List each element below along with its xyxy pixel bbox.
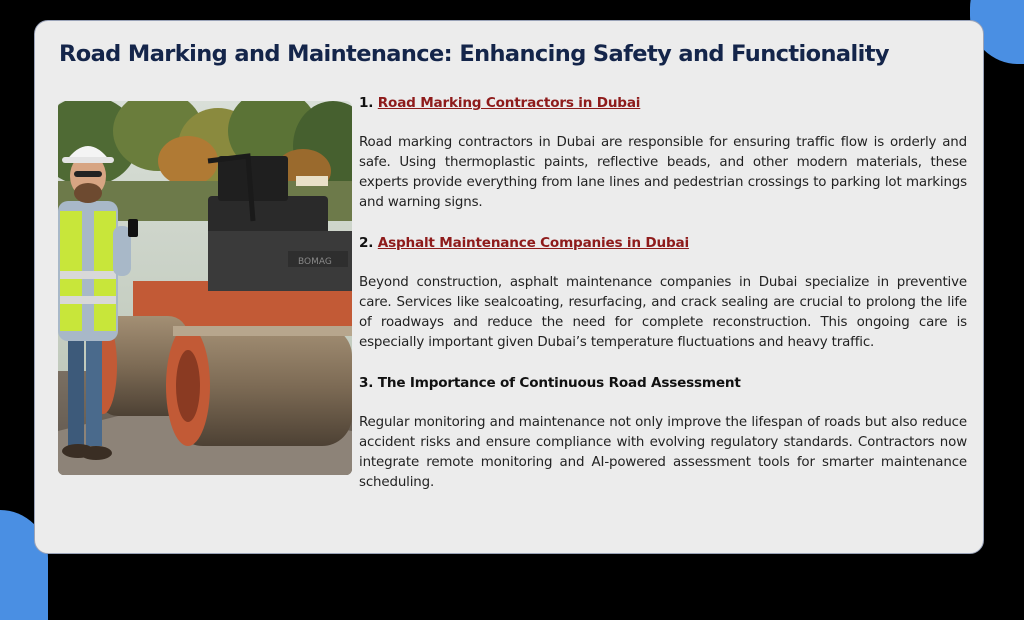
section-2-link[interactable]: Asphalt Maintenance Companies in Dubai	[377, 235, 689, 251]
roller-brand-label: BOMAG	[298, 257, 332, 267]
section-1-body: Road marking contractors in Dubai are responsible for ensuring traffic flow is orderly and safe. Using thermoplastic paints, reflective beads, and other modern materials, these experts provide everything from lane lines and pedestrian crossings to parking lot markings and warning signs.	[359, 135, 967, 210]
section-3-body: Regular monitoring and maintenance not only improve the lifespan of roads but also reduce accident risks and ensure compliance with evolving regulatory standards. Contractors now integrate remote monitoring and AI-powered assessment tools for smarter maintenance scheduling.	[359, 415, 967, 490]
slide-card	[34, 20, 984, 554]
section-2-body: Beyond construction, asphalt maintenance companies in Dubai specialize in preventive care. Services like sealcoating, resurfacing, and crack sealing are crucial to prolong the life of roadways and reduce the need for complete reconstruction. This ongoing care is especially important given Dubai’s temperature fluctuations and heavy traffic.	[359, 275, 967, 350]
section-2-heading	[359, 233, 967, 253]
road-roller-worker-photo	[58, 101, 352, 475]
section-1-number: 1.	[359, 95, 374, 111]
section-1-heading	[359, 93, 967, 113]
content-column	[359, 93, 967, 513]
section-1-link[interactable]: Road Marking Contractors in Dubai	[377, 95, 641, 111]
section-3-heading	[359, 373, 967, 393]
section-3-title: The Importance of Continuous Road Assessment	[377, 375, 741, 391]
section-2-number: 2.	[359, 235, 374, 251]
page-title: Road Marking and Maintenance: Enhancing Safety and Functionality	[59, 41, 889, 67]
section-3-number: 3.	[359, 375, 374, 391]
